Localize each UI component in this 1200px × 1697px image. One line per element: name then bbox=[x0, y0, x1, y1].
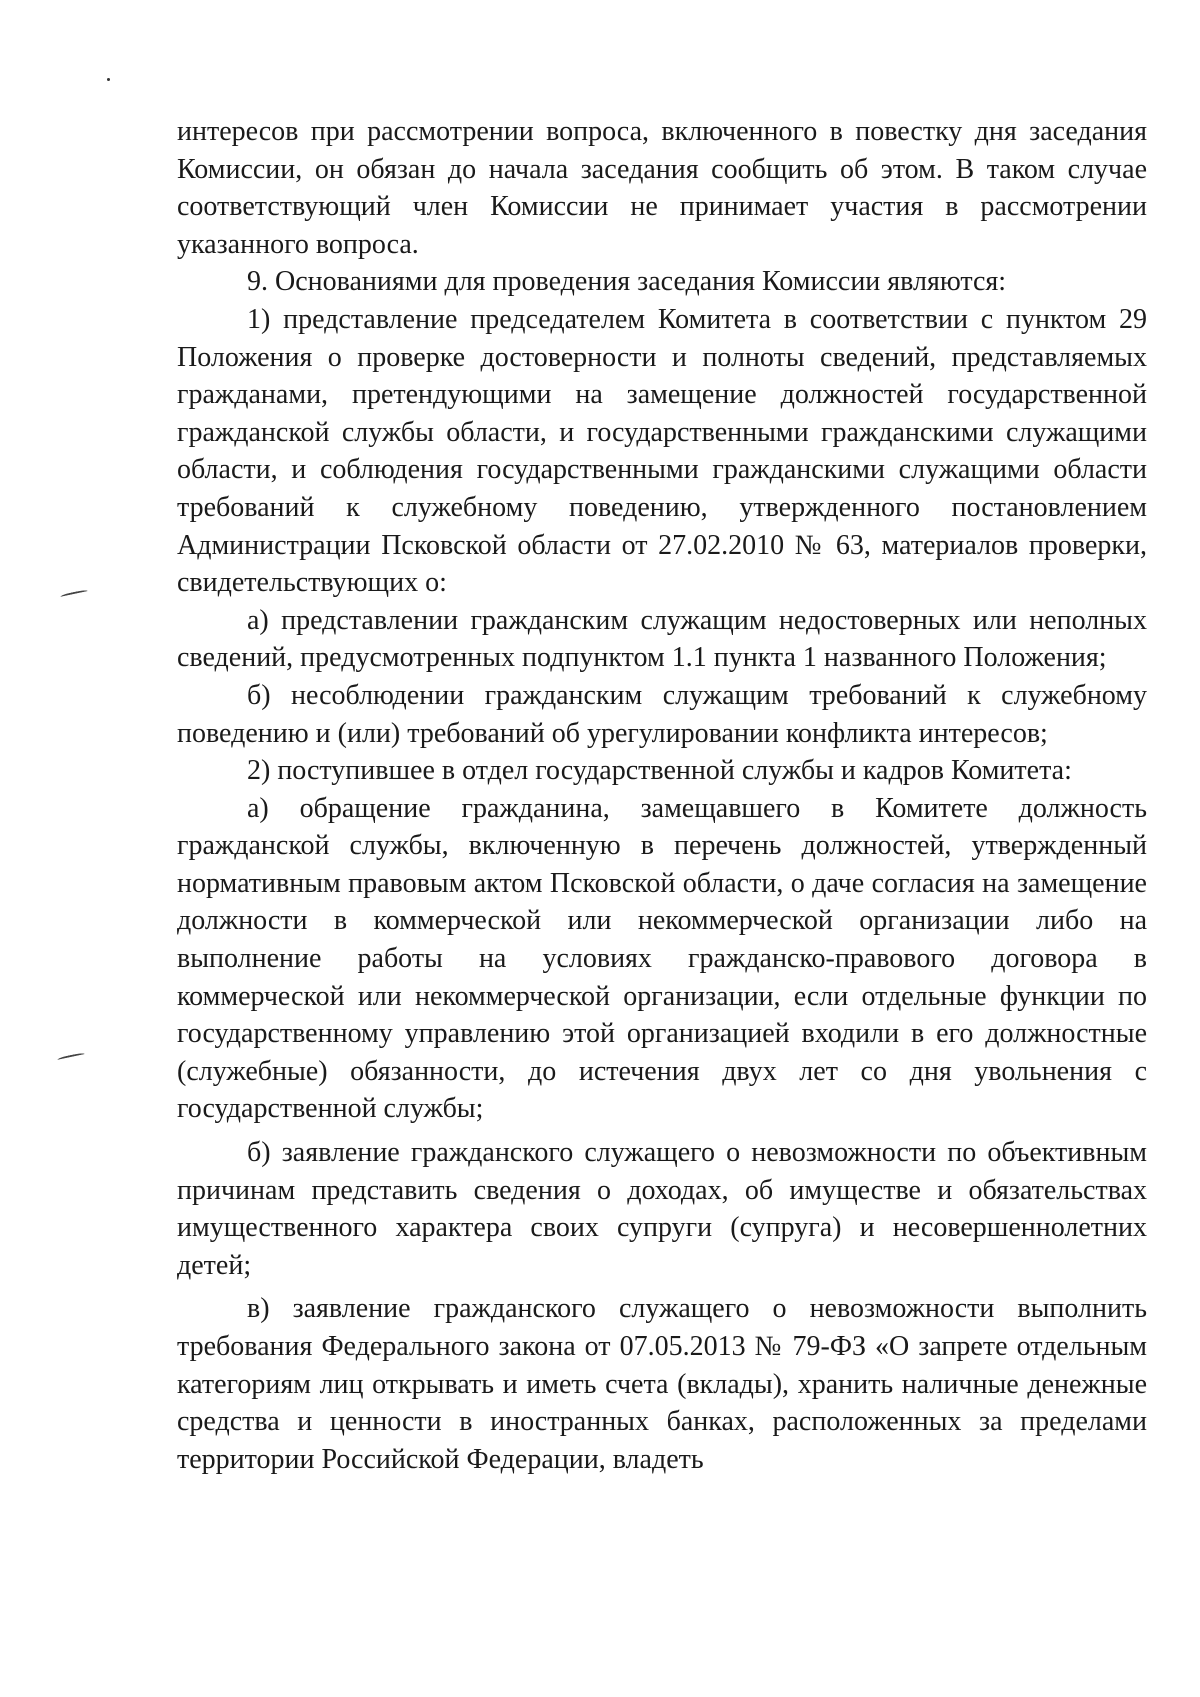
paragraph-subitem-2a: а) обращение гражданина, замещавшего в Комитете должность гражданской службы, включенную в перечень должностей, утвержденный нормативным правовым актом Псковской области, о даче согласия на замещение должности в коммерческой или некоммерческой организации либо на выполнение работы на условиях гражданско-правового договора в коммерческой или некоммерческой организации, если отдельные функции по государственному управлению этой организацией входили в его должностные (служебные) обязанности, до истечения двух лет со дня увольнения с государственной службы; bbox=[177, 792, 1147, 1125]
paragraph-continuation: интересов при рассмотрении вопроса, включенного в повестку дня заседания Комиссии, он обязан до начала заседания сообщить об этом. В таком случае соответствующий член Комиссии не принимает участия в рассмотрении указанного вопроса. bbox=[177, 116, 1147, 260]
punch-hole-mark bbox=[57, 1052, 85, 1062]
paragraph-item-9: 9. Основаниями для проведения заседания Комиссии являются: bbox=[247, 266, 1007, 298]
punch-hole-mark bbox=[60, 589, 88, 599]
paragraph-subitem-1a: а) представлении гражданским служащим недостоверных или неполных сведений, предусмотренных подпунктом 1.1 пункта 1 названного Положения; bbox=[177, 604, 1147, 674]
document-body bbox=[177, 113, 1147, 1478]
paragraph-subitem-2b: б) заявление гражданского служащего о невозможности по объективным причинам представить сведения о доходах, об имуществе и обязательствах имущественного характера своих супруги (супруга) и несовершеннолетних детей; bbox=[177, 1137, 1147, 1281]
scan-dot-mark bbox=[107, 78, 110, 81]
paragraph-subitem-2: 2) поступившее в отдел государственной службы и кадров Комитета: bbox=[247, 755, 1072, 787]
paragraph-subitem-1: 1) представление председателем Комитета в соответствии с пунктом 29 Положения о проверке достоверности и полноты сведений, представляемых гражданами, претендующими на замещение должностей государственной гражданской службы области, и государственными гражданскими служащими области, и соблюдения государственными гражданскими служащими области требований к служебному поведению, утвержденного постановлением Администрации Псковской области от 27.02.2010 № 63, материалов проверки, свидетельствующих о: bbox=[177, 303, 1147, 599]
paragraph-subitem-2c: в) заявление гражданского служащего о невозможности выполнить требования Федерального закона от 07.05.2013 № 79-ФЗ «О запрете отдельным категориям лиц открывать и иметь счета (вклады), хранить наличные денежные средства и ценности в иностранных банках, расположенных за пределами территории Российской Федерации, владеть bbox=[177, 1293, 1147, 1475]
paragraph-subitem-1b: б) несоблюдении гражданским служащим требований к служебному поведению и (или) требований об урегулировании конфликта интересов; bbox=[177, 679, 1147, 749]
